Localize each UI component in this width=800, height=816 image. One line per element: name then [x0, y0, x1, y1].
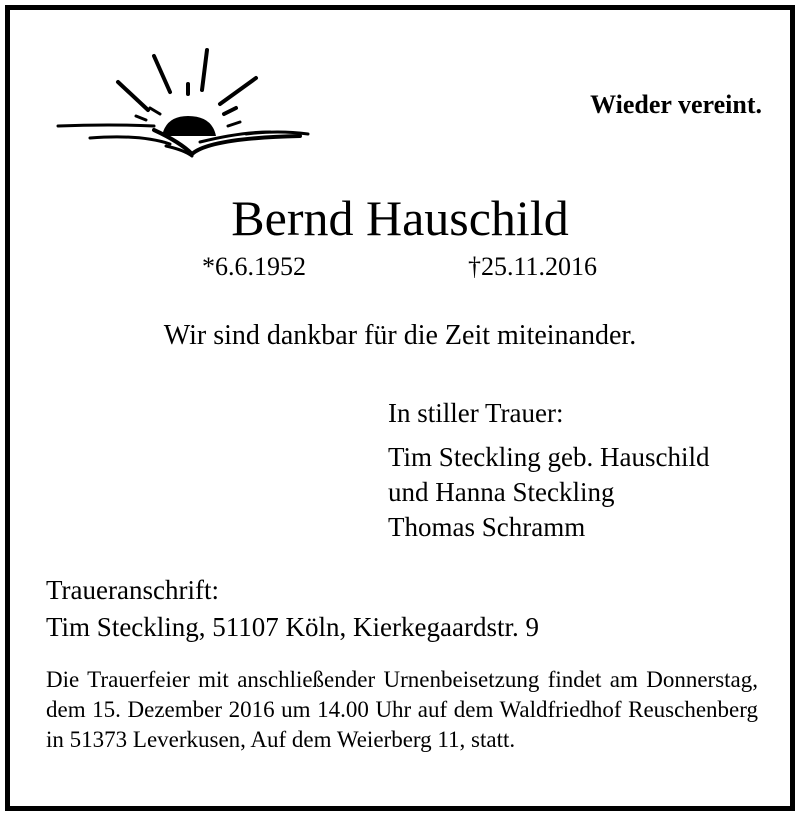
motto-text: Wieder vereint.	[590, 90, 762, 119]
mourners-block	[388, 396, 710, 545]
deceased-name: Bernd Hauschild	[231, 190, 569, 246]
rising-sun-over-book-icon	[50, 46, 312, 162]
mourner-line: und Hanna Steckling	[388, 477, 615, 507]
mourners-intro: In stiller Trauer:	[388, 398, 564, 428]
mourner-line: Tim Steckling geb. Hauschild	[388, 442, 710, 472]
life-dates	[10, 252, 790, 286]
death-date: †25.11.2016	[468, 252, 598, 281]
mourner-line: Thomas Schramm	[388, 512, 586, 542]
memorial-quote: Wir sind dankbar für die Zeit miteinander.	[163, 320, 637, 351]
address-label: Traueranschrift:	[46, 575, 219, 605]
mourning-address-block	[46, 572, 539, 646]
obituary-notice	[5, 5, 795, 811]
birth-date: *6.6.1952	[202, 252, 306, 281]
address-text: Tim Steckling, 51107 Köln, Kierkegaardstr. 9	[46, 612, 539, 642]
funeral-service-info: Die Trauerfeier mit anschließender Urnenbeisetzung findet am Donnerstag, dem 15. Dezember 2016 um 14.00 Uhr auf dem Waldfriedhof Reuschenberg in 51373 Leverkusen, Auf dem Weierberg 11, statt.	[46, 667, 758, 752]
